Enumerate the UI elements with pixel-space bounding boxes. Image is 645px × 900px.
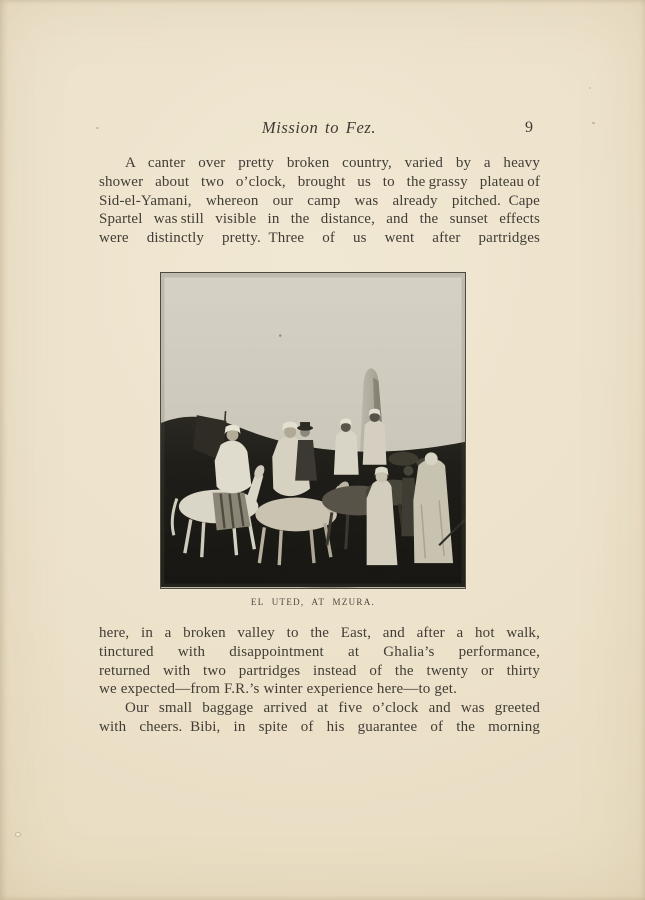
photograph	[160, 272, 466, 589]
paragraphs-below-photo	[99, 624, 540, 737]
text-line: were distinctly pretty. Three of us went after partridges	[99, 230, 540, 247]
paper-speck	[589, 87, 591, 89]
text-line: with cheers. Bibi, in spite of his guarantee of the morning	[99, 718, 540, 735]
text-line: we expected—from F.R.’s winter experience here—to get.	[99, 681, 458, 698]
text-line: Sid-el-Yamani, whereon our camp was already pitched. Cape	[99, 192, 540, 209]
photo-dust-speck	[279, 334, 281, 336]
paper-speck	[592, 122, 595, 124]
photo-figure	[160, 272, 466, 607]
text-line: returned with two partridges instead of the twenty or thirty	[99, 662, 540, 679]
photo-caption: EL UTED, AT MZURA.	[250, 597, 376, 607]
text-line: shower about two o’clock, brought us to the grassy plateau of	[99, 173, 540, 190]
text-line: Spartel was still visible in the distance, and the sunset effects	[99, 211, 540, 228]
running-head	[99, 118, 539, 140]
text-line: tinctured with disappointment at Ghalia’s performance,	[99, 643, 540, 660]
paper-speck	[16, 833, 20, 836]
text-line: A canter over pretty broken country, varied by a heavy	[125, 155, 540, 171]
page-number: 9	[525, 119, 533, 136]
running-title: Mission to Fez.	[261, 118, 377, 137]
paragraph-above-photo	[99, 154, 540, 248]
rock	[389, 452, 419, 466]
photo-illustration	[161, 273, 465, 588]
text-line: here, in a broken valley to the East, and after a hot walk,	[99, 625, 540, 641]
text-line: Our small baggage arrived at five o’clock and was greeted	[125, 700, 540, 717]
